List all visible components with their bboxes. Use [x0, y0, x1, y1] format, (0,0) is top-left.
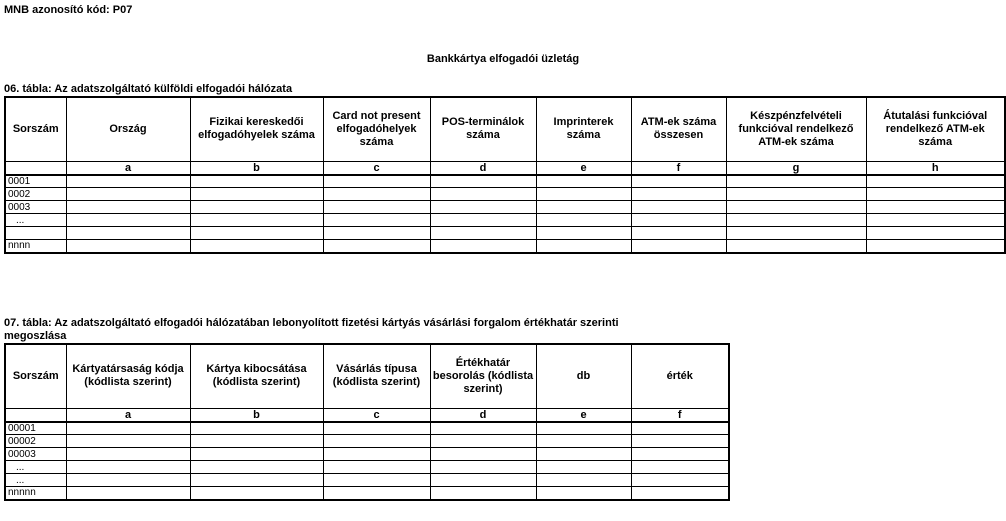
- table-cell[interactable]: [726, 188, 866, 201]
- table-cell[interactable]: [866, 175, 1005, 188]
- col-letter: b: [190, 161, 323, 175]
- table-cell[interactable]: [190, 188, 323, 201]
- table-06-letter-row: [5, 161, 1005, 175]
- table-cell[interactable]: [631, 240, 726, 253]
- table-cell[interactable]: [536, 435, 631, 448]
- table-row: [5, 201, 1005, 214]
- table-cell[interactable]: [430, 214, 536, 227]
- table-cell[interactable]: [190, 474, 323, 487]
- table-cell[interactable]: [323, 422, 430, 435]
- table-cell[interactable]: [190, 227, 323, 240]
- col-header: Sorszám: [5, 97, 66, 161]
- row-number: [5, 227, 66, 240]
- table-cell[interactable]: [536, 214, 631, 227]
- table-cell[interactable]: [430, 175, 536, 188]
- col-header: Sorszám: [5, 344, 66, 408]
- row-number: 00003: [5, 448, 66, 461]
- table-cell[interactable]: [726, 227, 866, 240]
- table-cell[interactable]: [66, 474, 190, 487]
- col-letter: g: [726, 161, 866, 175]
- row-number: nnnn: [5, 240, 66, 253]
- row-number: 0001: [5, 175, 66, 188]
- col-header: Card not present elfogadóhelyek száma: [323, 97, 430, 161]
- table-cell[interactable]: [323, 214, 430, 227]
- table-row: [5, 214, 1005, 227]
- table-07-caption: [4, 317, 619, 343]
- table-cell[interactable]: [190, 435, 323, 448]
- table-cell[interactable]: [430, 240, 536, 253]
- row-number: 0002: [5, 188, 66, 201]
- col-letter: f: [631, 408, 729, 422]
- table-cell[interactable]: [190, 448, 323, 461]
- table-cell[interactable]: [323, 240, 430, 253]
- col-letter: e: [536, 161, 631, 175]
- table-cell[interactable]: [430, 474, 536, 487]
- col-letter: [5, 161, 66, 175]
- col-letter: f: [631, 161, 726, 175]
- table-cell[interactable]: [190, 487, 323, 500]
- table-row: [5, 227, 1005, 240]
- table-07-caption-line2: megoszlása: [4, 330, 67, 342]
- table-cell[interactable]: [66, 201, 190, 214]
- table-cell[interactable]: [631, 461, 729, 474]
- row-number: 00002: [5, 435, 66, 448]
- table-cell[interactable]: [323, 201, 430, 214]
- table-cell[interactable]: [66, 214, 190, 227]
- table-cell[interactable]: [66, 188, 190, 201]
- col-letter: [5, 408, 66, 422]
- col-letter: h: [866, 161, 1005, 175]
- table-cell[interactable]: [536, 201, 631, 214]
- col-header: Készpénzfelvételi funkcióval rendelkező ATM-ek száma: [726, 97, 866, 161]
- table-06: [4, 96, 1006, 254]
- table-row: [5, 188, 1005, 201]
- row-number: ...: [5, 214, 66, 227]
- col-letter: a: [66, 161, 190, 175]
- table-cell[interactable]: [536, 487, 631, 500]
- table-07-number: 07. tábla: [4, 317, 49, 329]
- col-header: Kártya kibocsátása (kódlista szerint): [190, 344, 323, 408]
- col-header: POS-terminálok száma: [430, 97, 536, 161]
- table-row: [5, 240, 1005, 253]
- table-cell[interactable]: [66, 175, 190, 188]
- table-cell[interactable]: [190, 461, 323, 474]
- table-cell[interactable]: [190, 214, 323, 227]
- table-cell[interactable]: [631, 201, 726, 214]
- table-cell[interactable]: [66, 240, 190, 253]
- table-cell[interactable]: [430, 448, 536, 461]
- col-letter: b: [190, 408, 323, 422]
- row-number: ...: [5, 474, 66, 487]
- table-cell[interactable]: [536, 227, 631, 240]
- table-cell[interactable]: [430, 227, 536, 240]
- table-cell[interactable]: [631, 422, 729, 435]
- table-cell[interactable]: [323, 487, 430, 500]
- table-cell[interactable]: [726, 214, 866, 227]
- table-07-letter-row: [5, 408, 729, 422]
- table-cell[interactable]: [631, 175, 726, 188]
- table-cell[interactable]: [323, 461, 430, 474]
- table-row: [5, 487, 729, 500]
- table-cell[interactable]: [430, 487, 536, 500]
- table-06-caption: [4, 83, 292, 96]
- col-header: ATM-ek száma összesen: [631, 97, 726, 161]
- table-cell[interactable]: [536, 474, 631, 487]
- table-cell[interactable]: [190, 201, 323, 214]
- col-letter: c: [323, 161, 430, 175]
- row-number: 00001: [5, 422, 66, 435]
- table-cell[interactable]: [536, 188, 631, 201]
- row-number: 0003: [5, 201, 66, 214]
- table-cell[interactable]: [66, 487, 190, 500]
- table-cell[interactable]: [536, 422, 631, 435]
- table-cell[interactable]: [866, 188, 1005, 201]
- table-cell[interactable]: [866, 240, 1005, 253]
- col-header: Ország: [66, 97, 190, 161]
- table-06-caption-text: : Az adatszolgáltató külföldi elfogadói hálózata: [48, 83, 293, 95]
- col-header: Értékhatár besorolás (kódlista szerint): [430, 344, 536, 408]
- table-cell[interactable]: [66, 227, 190, 240]
- table-cell[interactable]: [323, 448, 430, 461]
- table-cell[interactable]: [66, 461, 190, 474]
- table-cell[interactable]: [631, 227, 726, 240]
- table-cell[interactable]: [430, 435, 536, 448]
- table-cell[interactable]: [536, 240, 631, 253]
- table-cell[interactable]: [866, 227, 1005, 240]
- col-header: Kártyatársaság kódja (kódlista szerint): [66, 344, 190, 408]
- col-letter: a: [66, 408, 190, 422]
- table-row: [5, 461, 729, 474]
- table-cell[interactable]: [190, 175, 323, 188]
- col-header: Imprinterek száma: [536, 97, 631, 161]
- table-cell[interactable]: [430, 201, 536, 214]
- table-cell[interactable]: [631, 487, 729, 500]
- table-cell[interactable]: [190, 422, 323, 435]
- table-cell[interactable]: [726, 201, 866, 214]
- table-row: [5, 422, 729, 435]
- table-cell[interactable]: [536, 448, 631, 461]
- table-cell[interactable]: [631, 448, 729, 461]
- table-row: [5, 175, 1005, 188]
- table-cell[interactable]: [726, 240, 866, 253]
- table-cell[interactable]: [323, 227, 430, 240]
- table-cell[interactable]: [631, 188, 726, 201]
- table-07: [4, 343, 730, 501]
- table-cell[interactable]: [631, 435, 729, 448]
- table-cell[interactable]: [631, 214, 726, 227]
- table-cell[interactable]: [323, 188, 430, 201]
- row-number: nnnnn: [5, 487, 66, 500]
- col-header: Fizikai kereskedői elfogadóhyelek száma: [190, 97, 323, 161]
- row-number: ...: [5, 461, 66, 474]
- table-row: [5, 435, 729, 448]
- table-cell[interactable]: [866, 201, 1005, 214]
- table-cell[interactable]: [631, 474, 729, 487]
- table-cell[interactable]: [430, 188, 536, 201]
- table-cell[interactable]: [430, 461, 536, 474]
- col-letter: c: [323, 408, 430, 422]
- table-cell[interactable]: [323, 435, 430, 448]
- table-cell[interactable]: [323, 474, 430, 487]
- table-06-header-row: [5, 97, 1005, 161]
- table-cell[interactable]: [66, 448, 190, 461]
- col-header: Vásárlás típusa (kódlista szerint): [323, 344, 430, 408]
- col-letter: d: [430, 408, 536, 422]
- table-cell[interactable]: [726, 175, 866, 188]
- col-header: db: [536, 344, 631, 408]
- mnb-code-label: MNB azonosító kód: P07: [4, 4, 133, 16]
- col-letter: e: [536, 408, 631, 422]
- table-row: [5, 474, 729, 487]
- table-07-caption-text: : Az adatszolgáltató elfogadói hálózatában lebonyolított fizetési kártyás vásárlási forgalom értékhatár szerinti: [48, 317, 619, 329]
- table-cell[interactable]: [866, 214, 1005, 227]
- table-cell[interactable]: [66, 435, 190, 448]
- col-header: érték: [631, 344, 729, 408]
- col-letter: d: [430, 161, 536, 175]
- table-cell[interactable]: [536, 461, 631, 474]
- col-header: Átutalási funkcióval rendelkező ATM-ek száma: [866, 97, 1005, 161]
- table-cell[interactable]: [430, 422, 536, 435]
- table-row: [5, 448, 729, 461]
- table-cell[interactable]: [66, 422, 190, 435]
- table-06-number: 06. tábla: [4, 83, 49, 95]
- table-cell[interactable]: [536, 175, 631, 188]
- table-07-header-row: [5, 344, 729, 408]
- table-cell[interactable]: [190, 240, 323, 253]
- page-title: Bankkártya elfogadói üzletág: [426, 53, 580, 65]
- table-cell[interactable]: [323, 175, 430, 188]
